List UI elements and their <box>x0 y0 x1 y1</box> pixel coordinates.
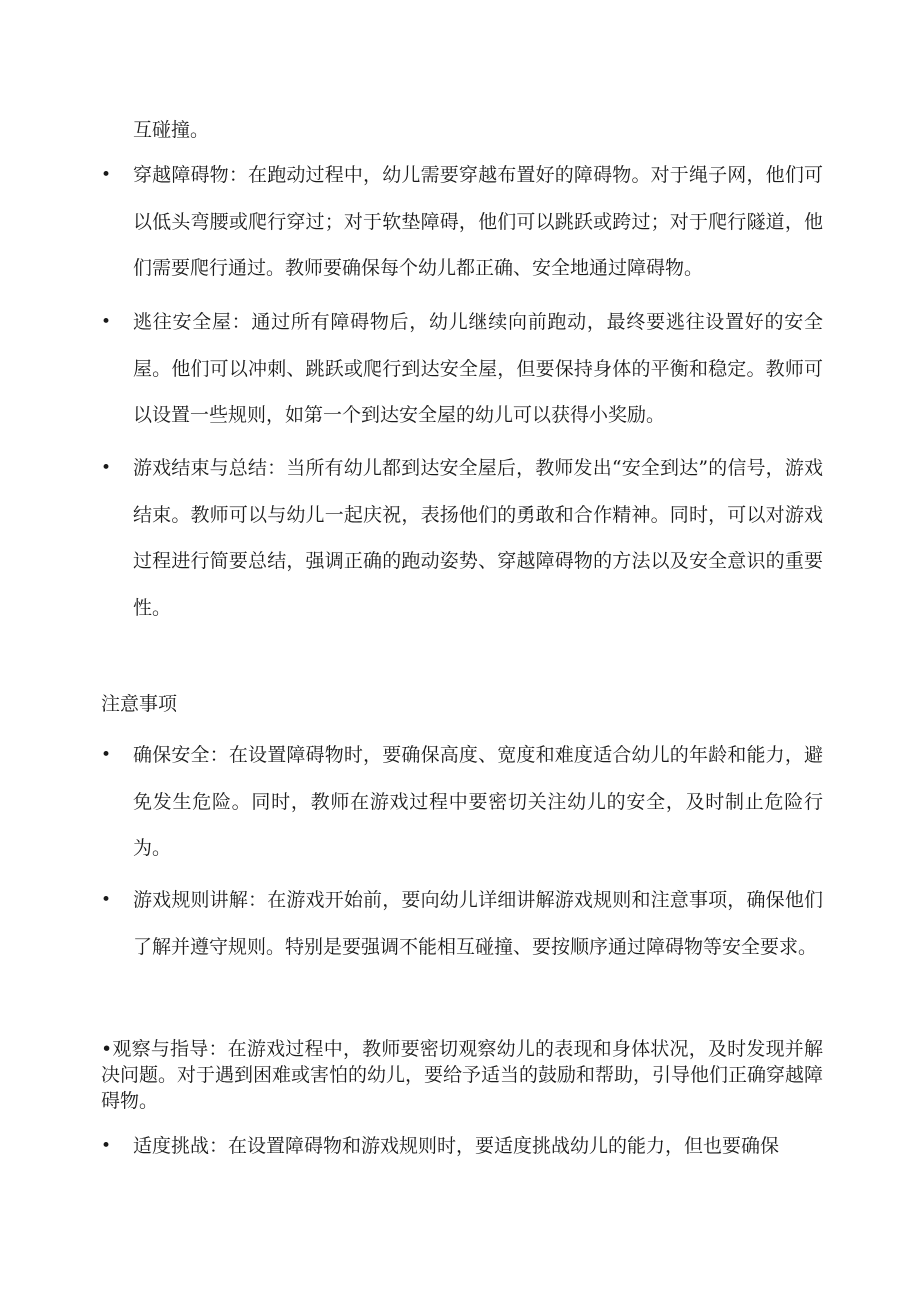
note-moderate-challenge: 适度挑战：在设置障碍物和游戏规则时，要适度挑战幼儿的能力，但也要确保 <box>133 1135 780 1157</box>
note-ensure-safety: 确保安全：在设置障碍物时，要确保高度、宽度和难度适合幼儿的年龄和能力，避免发生危险。同时，教师在游戏过程中要密切关注幼儿的安全，及时制止危险行为。 <box>133 744 823 859</box>
bullet-icon: • <box>101 312 112 332</box>
bullet-icon: • <box>101 458 112 478</box>
bullet-icon: • <box>101 165 112 185</box>
step-escape-safe-house: 逃往安全屋：通过所有障碍物后，幼儿继续向前跑动，最终要逃往设置好的安全屋。他们可以冲刺、跳跃或爬行到达安全屋，但要保持身体的平衡和稳定。教师可以设置一些规则，如第一个到达安全屋的幼儿可以获得小奖励。 <box>133 311 823 426</box>
bullet-icon: • <box>101 745 112 765</box>
note-observation-guidance: •观察与指导：在游戏过程中，教师要密切观察幼儿的表现和身体状况，及时发现并解决问题。对于遇到困难或害怕的幼儿，要给予适当的鼓励和帮助，引导他们正确穿越障碍物。 <box>101 1038 824 1112</box>
bullet-icon: • <box>101 1136 112 1156</box>
continuation-text: 互碰撞。 <box>133 119 210 141</box>
bullet-icon: • <box>101 890 112 910</box>
step-crossing-obstacles: 穿越障碍物：在跑动过程中，幼儿需要穿越布置好的障碍物。对于绳子网，他们可以低头弯腰或爬行穿过；对于软垫障碍，他们可以跳跃或跨过；对于爬行隧道，他们需要爬行通过。教师要确保每个幼儿都正确、安全地通过障碍物。 <box>133 164 823 279</box>
note-rules-explanation: 游戏规则讲解：在游戏开始前，要向幼儿详细讲解游戏规则和注意事项，确保他们了解并遵守规则。特别是要强调不能相互碰撞、要按顺序通过障碍物等安全要求。 <box>133 889 823 958</box>
step-game-end-summary: 游戏结束与总结：当所有幼儿都到达安全屋后，教师发出“安全到达”的信号，游戏结束。教师可以与幼儿一起庆祝，表扬他们的勇敢和合作精神。同时，可以对游戏过程进行简要总结，强调正确的跑动姿势、穿越障碍物的方法以及安全意识的重要性。 <box>133 457 823 619</box>
section-heading-notes: 注意事项 <box>101 693 178 715</box>
